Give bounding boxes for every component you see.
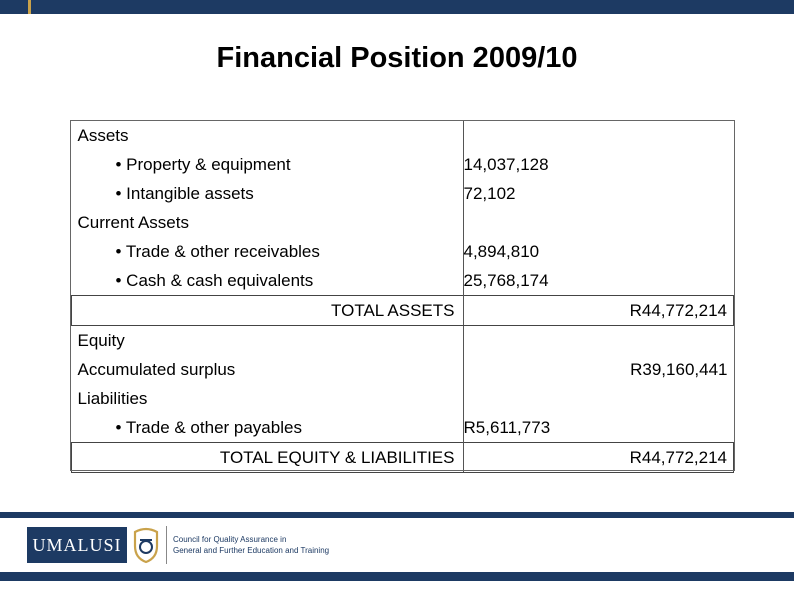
table-row (72, 384, 734, 413)
row-label: Current Assets (77, 212, 189, 232)
table-row (72, 208, 734, 237)
row-value: R44,772,214 (463, 443, 734, 473)
row-label: Liabilities (77, 388, 148, 408)
total-equity-liabilities-row (72, 443, 734, 473)
row-value: R39,160,441 (463, 355, 734, 384)
row-value (463, 384, 734, 413)
row-label: • Cash & cash equivalents (115, 270, 314, 290)
row-label: • Intangible assets (115, 183, 254, 203)
umalusi-logo: UMALUSI (27, 527, 127, 563)
umalusi-emblem-icon (131, 526, 161, 564)
table-row (72, 413, 734, 443)
table-row (72, 266, 734, 296)
row-value: R44,772,214 (463, 296, 734, 326)
row-value: R5,611,773 (463, 413, 734, 443)
row-label: Equity (77, 330, 125, 350)
footer-divider (166, 526, 167, 564)
row-label: Accumulated surplus (77, 359, 236, 379)
row-label: TOTAL ASSETS (72, 296, 464, 326)
top-bar (0, 0, 794, 14)
table-row (72, 150, 734, 179)
table-row (72, 355, 734, 384)
row-value: 25,768,174 (463, 266, 734, 296)
row-value: 72,102 (463, 179, 734, 208)
row-label: • Property & equipment (115, 154, 291, 174)
table-row (72, 179, 734, 208)
financial-table (71, 121, 734, 473)
top-bar-accent (28, 0, 31, 14)
row-value (463, 208, 734, 237)
total-assets-row (72, 296, 734, 326)
table-row (72, 326, 734, 356)
row-value (463, 326, 734, 356)
row-label: • Trade & other receivables (115, 241, 320, 261)
row-label: • Trade & other payables (115, 417, 302, 437)
row-value: 14,037,128 (463, 150, 734, 179)
footer-bottom-stripe (0, 572, 794, 581)
row-label: Assets (77, 125, 129, 145)
council-text (173, 534, 329, 556)
row-value: 4,894,810 (463, 237, 734, 266)
council-line-1: Council for Quality Assurance in (173, 535, 287, 544)
table-row (72, 237, 734, 266)
table-row (72, 121, 734, 150)
row-value (463, 121, 734, 150)
row-label: TOTAL EQUITY & LIABILITIES (72, 443, 464, 473)
slide-title: Financial Position 2009/10 (216, 42, 578, 74)
council-line-2: General and Further Education and Training (173, 546, 330, 555)
